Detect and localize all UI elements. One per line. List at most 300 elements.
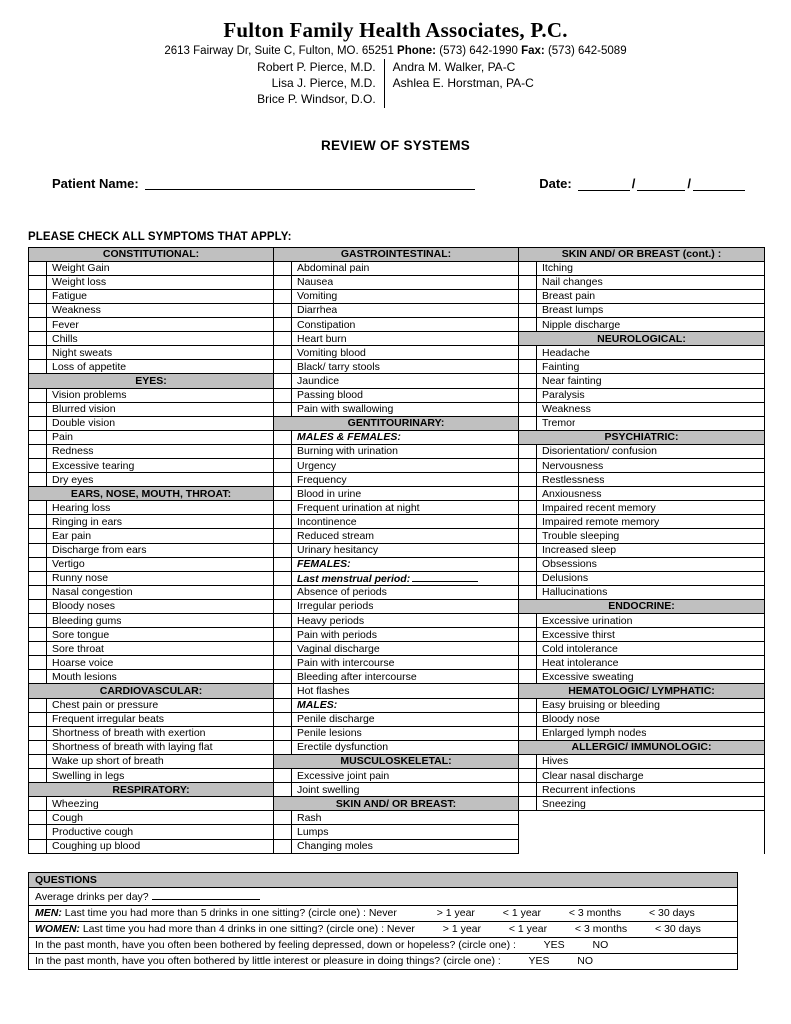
- symptom-checkbox[interactable]: [274, 727, 292, 740]
- symptom-label: Nervousness: [542, 459, 604, 472]
- symptom-checkbox[interactable]: [519, 572, 537, 585]
- symptom-label: Cold intolerance: [542, 642, 618, 655]
- symptom-row: [29, 670, 273, 684]
- symptom-checkbox[interactable]: [29, 572, 47, 585]
- date-day-field[interactable]: [637, 176, 685, 191]
- checkbox-cell: [274, 558, 292, 571]
- symptom-checkbox[interactable]: [274, 403, 292, 416]
- symptom-label: Excessive thirst: [542, 628, 615, 641]
- symptom-checkbox[interactable]: [274, 614, 292, 627]
- symptom-row: [519, 487, 764, 501]
- date-slash: /: [631, 175, 636, 191]
- symptom-checkbox[interactable]: [519, 769, 537, 782]
- symptom-row: [274, 515, 518, 529]
- symptom-label: Sneezing: [542, 797, 586, 810]
- symptom-checkbox[interactable]: [519, 783, 537, 796]
- category-label: GENTITOURINARY:: [347, 417, 445, 430]
- symptom-label: Urgency: [297, 459, 337, 472]
- symptom-label: Penile lesions: [297, 727, 362, 740]
- men-option[interactable]: < 1 year: [502, 907, 541, 920]
- symptom-row: [274, 670, 518, 684]
- symptom-category-header: [274, 797, 518, 811]
- symptom-label: Recurrent infections: [542, 783, 636, 796]
- symptom-checkbox[interactable]: [519, 755, 537, 768]
- symptom-label: Chills: [52, 332, 78, 345]
- symptom-checkbox[interactable]: [519, 558, 537, 571]
- symptom-checkbox[interactable]: [274, 544, 292, 557]
- provider-name: Robert P. Pierce, M.D.: [257, 60, 376, 74]
- symptom-checkbox[interactable]: [274, 586, 292, 599]
- symptom-label: Coughing up blood: [52, 840, 141, 853]
- symptom-row: [274, 713, 518, 727]
- symptom-label: Ringing in ears: [52, 515, 123, 528]
- symptom-label: Double vision: [52, 417, 116, 430]
- symptom-checkbox[interactable]: [29, 614, 47, 627]
- symptom-label: Penile discharge: [297, 713, 375, 726]
- symptom-checkbox[interactable]: [274, 346, 292, 359]
- symptom-checkbox[interactable]: [274, 628, 292, 641]
- symptom-row: [274, 459, 518, 473]
- category-label: EYES:: [135, 374, 167, 387]
- symptom-checkbox[interactable]: [274, 445, 292, 458]
- last-menstrual-period-row: [274, 572, 518, 586]
- category-label: ENDOCRINE:: [608, 600, 675, 613]
- symptom-checkbox[interactable]: [29, 529, 47, 542]
- symptom-label: Bleeding gums: [52, 614, 122, 627]
- symptom-label: Fatigue: [52, 290, 88, 303]
- symptom-checkbox[interactable]: [29, 332, 47, 345]
- symptom-category-header: [519, 600, 764, 614]
- symptom-checkbox[interactable]: [274, 656, 292, 669]
- symptom-label: Heavy periods: [297, 614, 365, 627]
- symptom-checkbox[interactable]: [274, 783, 292, 796]
- symptom-checkbox[interactable]: [274, 276, 292, 289]
- symptom-row: [519, 586, 764, 600]
- symptom-label: Frequent urination at night: [297, 501, 420, 514]
- symptom-row: [519, 501, 764, 515]
- symptom-checkbox[interactable]: [274, 529, 292, 542]
- symptom-row: [29, 262, 273, 276]
- symptom-row: [29, 360, 273, 374]
- women-option[interactable]: < 3 months: [574, 923, 628, 936]
- provider-name: Ashlea E. Horstman, PA-C: [392, 76, 534, 91]
- symptom-checkbox[interactable]: [274, 811, 292, 824]
- symptom-label: Reduced stream: [297, 529, 375, 542]
- symptom-checkbox[interactable]: [519, 374, 537, 387]
- symptom-row: [29, 614, 273, 628]
- symptom-checkbox[interactable]: [274, 713, 292, 726]
- symptom-category-header: [29, 783, 273, 797]
- patient-name-field[interactable]: [145, 175, 475, 190]
- symptom-checkbox[interactable]: [29, 670, 47, 683]
- symptom-row: [519, 304, 764, 318]
- men-option[interactable]: > 1 year: [436, 907, 475, 920]
- symptom-checkbox[interactable]: [274, 515, 292, 528]
- symptom-category-header: [274, 248, 518, 262]
- symptom-checkbox[interactable]: [29, 346, 47, 359]
- date-month-field[interactable]: [578, 176, 630, 191]
- symptom-column-1: [29, 248, 274, 854]
- symptom-row: [519, 318, 764, 332]
- symptom-checkbox[interactable]: [274, 670, 292, 683]
- symptom-label: Productive cough: [52, 825, 134, 838]
- symptom-row: [29, 417, 273, 431]
- symptom-checkbox[interactable]: [29, 262, 47, 275]
- symptom-row: [29, 304, 273, 318]
- symptom-checkbox[interactable]: [274, 304, 292, 317]
- symptom-row: [519, 262, 764, 276]
- symptom-label: Hot flashes: [297, 685, 350, 698]
- symptom-label: Restlessness: [542, 473, 605, 486]
- symptom-label: Frequency: [297, 473, 347, 486]
- symptom-checkbox[interactable]: [519, 544, 537, 557]
- symptom-row: [274, 318, 518, 332]
- symptom-checkbox[interactable]: [29, 389, 47, 402]
- symptom-row: [29, 727, 273, 741]
- symptom-label: Nipple discharge: [542, 318, 621, 331]
- lmp-input-line[interactable]: [412, 572, 478, 582]
- symptom-checkbox[interactable]: [519, 459, 537, 472]
- symptom-label: Weakness: [52, 304, 101, 317]
- symptom-label: Breast pain: [542, 290, 596, 303]
- symptom-label: Vertigo: [52, 558, 85, 571]
- symptom-subcategory-header: [274, 699, 518, 713]
- symptom-checkbox[interactable]: [519, 656, 537, 669]
- date-group: [539, 176, 745, 191]
- symptom-checkbox[interactable]: [274, 318, 292, 331]
- patient-name-label: Patient Name:: [52, 175, 139, 191]
- symptom-subcategory-header: [274, 431, 518, 445]
- symptom-checkbox[interactable]: [29, 459, 47, 472]
- symptom-checkbox[interactable]: [274, 840, 292, 853]
- interest-question-text: In the past month, have you often bothered by little interest or pleasure in doing things? (circle one) :: [35, 955, 501, 968]
- symptom-row: [29, 473, 273, 487]
- category-label: MUSCULOSKELETAL:: [340, 755, 452, 768]
- symptom-checkbox[interactable]: [29, 811, 47, 824]
- symptom-row: [274, 529, 518, 543]
- symptom-checkbox[interactable]: [519, 473, 537, 486]
- symptom-checkbox[interactable]: [29, 417, 47, 430]
- symptom-row: [519, 276, 764, 290]
- category-label: CONSTITUTIONAL:: [102, 248, 200, 261]
- symptom-label: Cough: [52, 811, 83, 824]
- symptom-checkbox[interactable]: [519, 670, 537, 683]
- symptom-row: [29, 276, 273, 290]
- symptom-checkbox[interactable]: [519, 262, 537, 275]
- depressed-no-option[interactable]: NO: [592, 939, 609, 952]
- symptom-label: Excessive sweating: [542, 670, 634, 683]
- symptom-checkbox[interactable]: [519, 515, 537, 528]
- symptom-row: [519, 628, 764, 642]
- symptom-row: [519, 656, 764, 670]
- symptom-checkbox[interactable]: [519, 586, 537, 599]
- symptom-checkbox[interactable]: [29, 431, 47, 444]
- symptom-label: Sore throat: [52, 642, 104, 655]
- symptom-checkbox[interactable]: [519, 304, 537, 317]
- date-year-field[interactable]: [693, 176, 745, 191]
- subcategory-label: FEMALES:: [297, 558, 351, 571]
- symptom-row: [274, 290, 518, 304]
- women-option[interactable]: < 1 year: [508, 923, 548, 936]
- symptom-row: [519, 670, 764, 684]
- symptom-label: Trouble sleeping: [542, 529, 620, 542]
- symptom-checkbox[interactable]: [519, 389, 537, 402]
- symptom-label: Irregular periods: [297, 600, 374, 613]
- symptom-row: [519, 346, 764, 360]
- symptom-row: [519, 389, 764, 403]
- symptom-checkbox[interactable]: [519, 529, 537, 542]
- symptom-label: Hoarse voice: [52, 656, 114, 669]
- symptom-label: Hives: [542, 755, 569, 768]
- symptom-checkbox[interactable]: [29, 628, 47, 641]
- symptom-checkbox[interactable]: [519, 797, 537, 810]
- symptom-row: [29, 515, 273, 529]
- symptom-checkbox[interactable]: [274, 332, 292, 345]
- providers-left-column: [257, 59, 385, 108]
- symptom-checkbox[interactable]: [29, 741, 47, 754]
- symptom-label: Jaundice: [297, 374, 340, 387]
- symptom-label: Loss of appetite: [52, 360, 127, 373]
- symptom-checkbox[interactable]: [519, 487, 537, 500]
- symptom-checkbox[interactable]: [29, 318, 47, 331]
- symptom-label: Frequent irregular beats: [52, 713, 165, 726]
- symptom-checkbox[interactable]: [274, 262, 292, 275]
- symptom-checkbox[interactable]: [519, 501, 537, 514]
- symptom-checkbox[interactable]: [519, 417, 537, 430]
- symptom-label: Constipation: [297, 318, 356, 331]
- symptom-row: [29, 600, 273, 614]
- women-prefix: WOMEN:: [35, 923, 80, 936]
- symptom-checkbox[interactable]: [29, 755, 47, 768]
- symptom-checkbox[interactable]: [519, 628, 537, 641]
- phone-label: Phone:: [397, 45, 437, 57]
- symptom-row: [274, 276, 518, 290]
- symptom-row: [519, 727, 764, 741]
- men-option[interactable]: < 3 months: [568, 907, 622, 920]
- symptom-row: [274, 445, 518, 459]
- symptom-row: [519, 473, 764, 487]
- checkbox-cell: [274, 699, 292, 712]
- symptom-checkbox[interactable]: [274, 290, 292, 303]
- symptom-checkbox[interactable]: [29, 586, 47, 599]
- symptom-checkbox[interactable]: [29, 825, 47, 838]
- symptom-row: [274, 473, 518, 487]
- symptom-row: [519, 417, 764, 431]
- category-label: ALLERGIC/ IMMUNOLOGIC:: [571, 741, 712, 754]
- symptom-checkbox[interactable]: [519, 318, 537, 331]
- symptom-checkbox[interactable]: [274, 389, 292, 402]
- symptom-label: Heart burn: [297, 332, 347, 345]
- symptom-label: Blurred vision: [52, 403, 116, 416]
- symptom-row: [519, 360, 764, 374]
- symptom-checkbox[interactable]: [29, 769, 47, 782]
- symptom-category-header: [519, 332, 764, 346]
- question-depressed: [29, 938, 737, 954]
- symptom-row: [29, 628, 273, 642]
- symptom-label: Easy bruising or bleeding: [542, 699, 660, 712]
- symptom-checkbox[interactable]: [29, 501, 47, 514]
- symptom-row: [274, 360, 518, 374]
- fax-number: (573) 642-5089: [547, 45, 627, 57]
- men-question-text: Last time you had more than 5 drinks in one sitting? (circle one) : Never: [64, 907, 397, 920]
- symptom-label: Chest pain or pressure: [52, 699, 159, 712]
- symptom-row: [519, 797, 764, 811]
- symptom-label: Increased sleep: [542, 544, 617, 557]
- women-question-text: Last time you had more than 4 drinks in one sitting? (circle one) : Never: [82, 923, 415, 936]
- symptom-label: Joint swelling: [297, 783, 360, 796]
- symptom-row: [274, 600, 518, 614]
- symptom-checkbox[interactable]: [274, 600, 292, 613]
- symptom-checkbox[interactable]: [29, 515, 47, 528]
- question-drinks-per-day: [29, 888, 737, 906]
- symptom-checkbox[interactable]: [274, 459, 292, 472]
- symptom-label: Redness: [52, 445, 94, 458]
- symptom-row: [29, 825, 273, 839]
- women-option[interactable]: > 1 year: [442, 923, 481, 936]
- last-menstrual-period-label: [292, 572, 478, 585]
- symptom-checkbox[interactable]: [519, 346, 537, 359]
- symptom-checkbox[interactable]: [519, 727, 537, 740]
- symptom-checkbox[interactable]: [519, 713, 537, 726]
- symptom-label: Burning with urination: [297, 445, 398, 458]
- women-option[interactable]: < 30 days: [655, 923, 701, 936]
- symptom-row: [519, 755, 764, 769]
- symptom-label: Black/ tarry stools: [297, 360, 380, 373]
- symptom-checkbox[interactable]: [29, 797, 47, 810]
- lmp-text: Last menstrual period:: [297, 572, 411, 585]
- symptom-row: [29, 840, 273, 854]
- category-label: CARDIOVASCULAR:: [99, 685, 203, 698]
- symptom-category-header: [29, 248, 273, 262]
- symptom-checkbox[interactable]: [29, 403, 47, 416]
- depressed-yes-option[interactable]: YES: [543, 939, 565, 952]
- symptom-label: Lumps: [297, 825, 329, 838]
- symptom-label: Bloody noses: [52, 600, 116, 613]
- symptom-row: [274, 811, 518, 825]
- symptom-checkbox[interactable]: [274, 825, 292, 838]
- symptom-checkbox[interactable]: [519, 699, 537, 712]
- symptom-checkbox[interactable]: [29, 276, 47, 289]
- symptom-row: [274, 389, 518, 403]
- symptom-checkbox[interactable]: [29, 445, 47, 458]
- symptom-row: [29, 769, 273, 783]
- practice-address: 2613 Fairway Dr, Suite C, Fulton, MO. 65251: [164, 45, 394, 57]
- symptom-label: Rash: [297, 811, 322, 824]
- category-label: EARS, NOSE, MOUTH, THROAT:: [70, 487, 232, 500]
- symptom-row: [519, 290, 764, 304]
- symptom-checkbox[interactable]: [274, 360, 292, 373]
- symptom-label: Shortness of breath with laying flat: [52, 741, 213, 754]
- checkbox-cell: [274, 572, 292, 585]
- symptom-checkbox[interactable]: [29, 290, 47, 303]
- symptom-label: Dry eyes: [52, 473, 94, 486]
- symptom-checkbox[interactable]: [29, 699, 47, 712]
- symptom-label: Enlarged lymph nodes: [542, 727, 647, 740]
- symptom-category-header: [519, 684, 764, 698]
- symptom-row: [29, 318, 273, 332]
- symptom-checkbox[interactable]: [29, 840, 47, 853]
- symptom-checkbox[interactable]: [519, 276, 537, 289]
- symptom-row: [29, 431, 273, 445]
- question-women-binge: [29, 922, 737, 938]
- symptom-label: Nausea: [297, 276, 334, 289]
- symptom-label: Near fainting: [542, 374, 602, 387]
- symptom-label: Passing blood: [297, 389, 363, 402]
- symptom-checkbox[interactable]: [274, 741, 292, 754]
- symptom-label: Pain with periods: [297, 628, 377, 641]
- page-title: REVIEW OF SYSTEMS: [320, 137, 471, 153]
- symptom-checkbox[interactable]: [29, 473, 47, 486]
- men-prefix: MEN:: [35, 907, 62, 920]
- symptom-row: [274, 656, 518, 670]
- symptom-label: Ear pain: [52, 529, 92, 542]
- symptom-checkbox[interactable]: [274, 684, 292, 697]
- symptom-checkbox[interactable]: [519, 360, 537, 373]
- symptom-checkbox[interactable]: [29, 713, 47, 726]
- symptom-label: Fever: [52, 318, 79, 331]
- practice-contact-line: [28, 45, 763, 57]
- symptom-label: Urinary hesitancy: [297, 544, 379, 557]
- interest-no-option[interactable]: NO: [577, 955, 594, 968]
- symptom-column-3: [519, 248, 765, 854]
- symptom-row: [519, 558, 764, 572]
- symptom-checkbox[interactable]: [274, 501, 292, 514]
- symptom-checkbox[interactable]: [274, 487, 292, 500]
- symptom-checkbox[interactable]: [274, 473, 292, 486]
- men-option[interactable]: < 30 days: [648, 907, 695, 920]
- symptom-checkbox[interactable]: [274, 374, 292, 387]
- symptom-label: Tremor: [542, 417, 576, 430]
- symptom-checkbox[interactable]: [29, 544, 47, 557]
- symptom-row: [519, 445, 764, 459]
- symptom-row: [274, 346, 518, 360]
- symptom-checkbox[interactable]: [29, 600, 47, 613]
- provider-name: Andra M. Walker, PA-C: [392, 60, 516, 74]
- symptom-checkbox[interactable]: [519, 614, 537, 627]
- symptom-checkbox[interactable]: [29, 360, 47, 373]
- symptom-label: Vision problems: [52, 389, 127, 402]
- symptom-category-header: [29, 487, 273, 501]
- symptom-row: [519, 642, 764, 656]
- symptom-checkbox[interactable]: [519, 445, 537, 458]
- symptom-checkbox[interactable]: [29, 656, 47, 669]
- interest-yes-option[interactable]: YES: [528, 955, 550, 968]
- symptom-checkbox[interactable]: [29, 727, 47, 740]
- symptom-row: [274, 487, 518, 501]
- symptom-label: Clear nasal discharge: [542, 769, 644, 782]
- symptom-checkbox[interactable]: [29, 642, 47, 655]
- symptom-row: [29, 811, 273, 825]
- symptom-label: Anxiousness: [542, 487, 602, 500]
- symptom-checkbox[interactable]: [29, 558, 47, 571]
- symptom-label: Excessive tearing: [52, 459, 135, 472]
- symptom-row: [29, 529, 273, 543]
- symptom-checkbox[interactable]: [274, 769, 292, 782]
- drinks-per-day-field[interactable]: [152, 889, 260, 900]
- symptom-checkbox[interactable]: [519, 642, 537, 655]
- symptom-checkbox[interactable]: [29, 304, 47, 317]
- symptom-row: [274, 628, 518, 642]
- symptom-label: Vomiting blood: [297, 346, 366, 359]
- symptom-label: Excessive joint pain: [297, 769, 390, 782]
- symptom-checkbox[interactable]: [519, 290, 537, 303]
- fax-label: Fax:: [521, 45, 545, 57]
- symptom-label: Heat intolerance: [542, 656, 619, 669]
- symptom-checkbox[interactable]: [274, 642, 292, 655]
- symptom-label: Headache: [542, 346, 590, 359]
- symptom-label: Mouth lesions: [52, 670, 117, 683]
- symptom-checkbox[interactable]: [519, 403, 537, 416]
